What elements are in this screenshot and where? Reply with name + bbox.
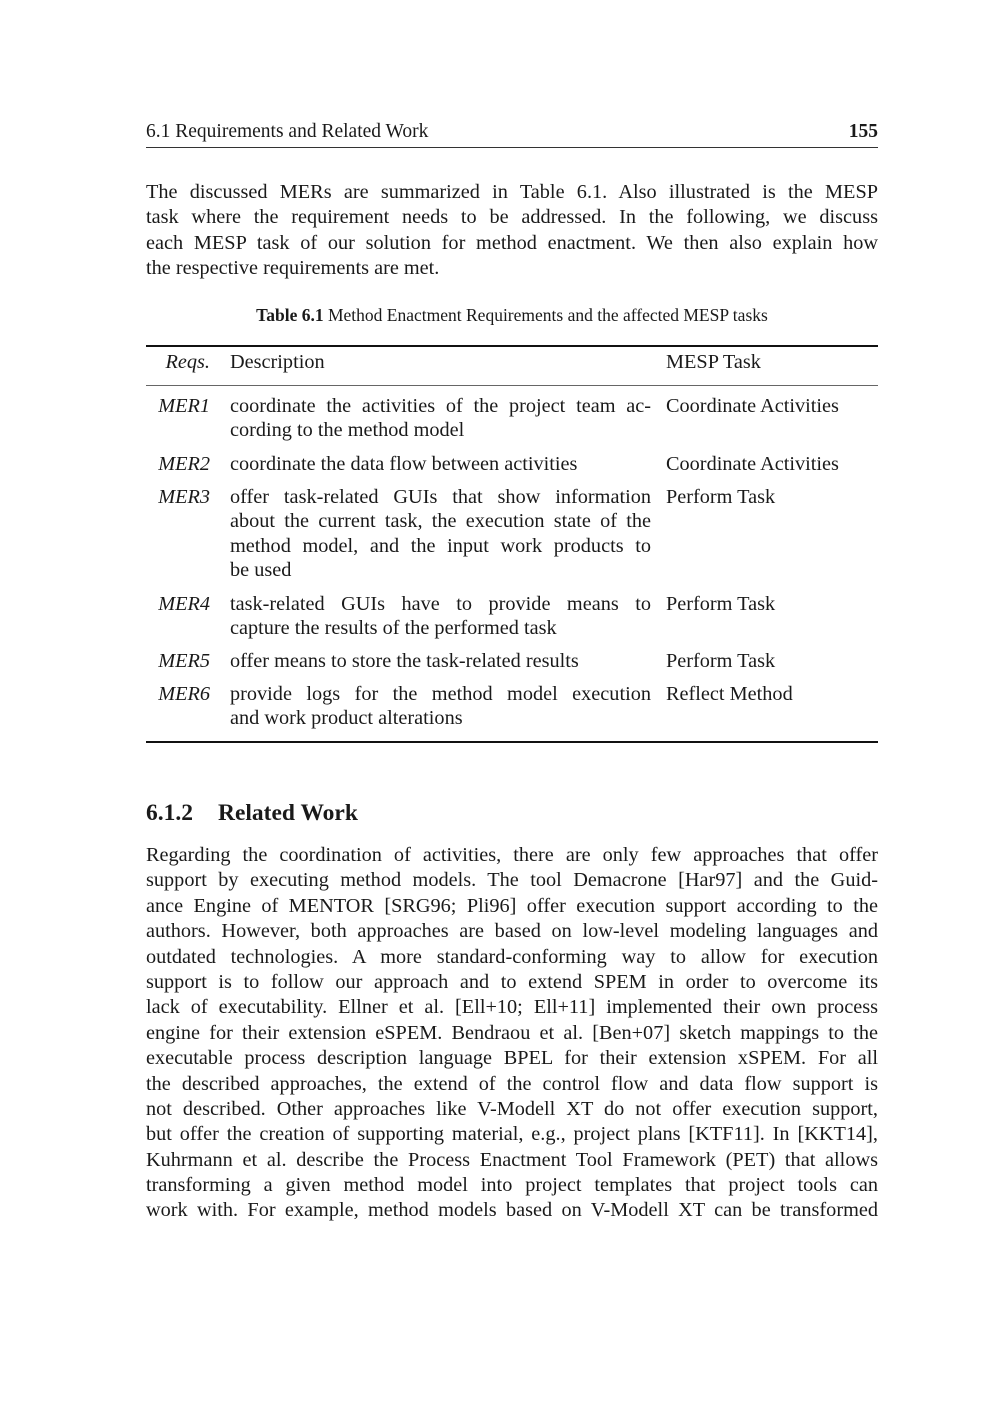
body-paragraph: [146, 843, 878, 1224]
description-line: coordinate the activities of the project team ac-: [230, 395, 651, 417]
row-description: [230, 592, 651, 641]
intro-line: the respective requirements are met.: [146, 257, 440, 280]
row-task: Perform Task: [666, 650, 776, 672]
row-description: [230, 452, 651, 476]
table-header-rule: [146, 385, 878, 386]
body-line: lack of executability. Ellner et al. [Ell+10; Ell+11] implemented their own process: [146, 996, 878, 1019]
row-req: MER5: [158, 650, 210, 672]
row-req: MER1: [158, 395, 210, 417]
running-head: [146, 121, 878, 148]
description-line: cording to the method model: [230, 419, 465, 442]
row-description: [230, 394, 651, 443]
description-line: offer means to store the task-related results: [230, 650, 579, 672]
intro-paragraph: [146, 180, 878, 282]
row-task: Coordinate Activities: [666, 453, 839, 475]
body-line: ance Engine of MENTOR [SRG96; Pli96] offer execution support according to the: [146, 894, 878, 917]
intro-line: task where the requirement needs to be addressed. In the following, we discuss: [146, 206, 878, 229]
row-description: [230, 485, 651, 583]
description-line: method model, and the input work products to: [230, 534, 651, 557]
body-line: not described. Other approaches like V-Modell XT do not offer execution support,: [146, 1097, 878, 1120]
body-line: outdated technologies. A more standard-conforming way to allow for execution: [146, 945, 878, 968]
body-line: work with. For example, method models based on V-Modell XT can be transformed: [146, 1199, 878, 1222]
row-task: Perform Task: [666, 486, 776, 508]
description-line: be used: [230, 559, 292, 582]
table-caption: [146, 305, 878, 326]
body-line: the described approaches, the extend of the control flow and data flow support is: [146, 1072, 878, 1095]
row-req: MER3: [158, 486, 210, 508]
table-caption-label: Table 6.1: [256, 305, 324, 325]
header-description: Description: [230, 351, 325, 373]
running-head-section: 6.1 Requirements and Related Work: [146, 121, 429, 142]
description-line: capture the results of the performed task: [230, 617, 557, 640]
description-line: provide logs for the method model execution: [230, 683, 651, 705]
row-req: MER4: [158, 593, 210, 615]
section-heading: [146, 800, 358, 827]
body-line: Kuhrmann et al. describe the Process Enactment Tool Framework (PET) that allows: [146, 1148, 878, 1171]
description-line: and work product alterations: [230, 707, 463, 730]
table-bottom-rule: [146, 741, 878, 743]
header-reqs: Reqs.: [165, 351, 210, 373]
description-line: about the current task, the execution state of the: [230, 510, 651, 533]
body-line: executable process description language BPEL for their extension xSPEM. For all: [146, 1047, 878, 1070]
row-description: [230, 682, 651, 731]
row-task: Perform Task: [666, 593, 776, 615]
row-req: MER6: [158, 683, 210, 705]
section-number: 6.1.2: [146, 800, 193, 826]
body-line: support is to follow our approach and to extend SPEM in order to overcome its: [146, 970, 878, 993]
header-mesp-task: MESP Task: [666, 351, 761, 373]
table-top-rule: [146, 345, 878, 347]
body-line: transforming a given method model into project templates that project tools can: [146, 1174, 878, 1197]
body-line: Regarding the coordination of activities, there are only few approaches that offer: [146, 844, 878, 866]
description-line: offer task-related GUIs that show information: [230, 486, 651, 508]
description-line: coordinate the data flow between activities: [230, 453, 578, 475]
section-title: Related Work: [218, 800, 358, 826]
intro-line: The discussed MERs are summarized in Table 6.1. Also illustrated is the MESP: [146, 181, 878, 203]
body-line: support by executing method models. The tool Demacrone [Har97] and the Guid-: [146, 869, 878, 892]
row-task: Coordinate Activities: [666, 395, 839, 417]
row-description: [230, 649, 651, 673]
page-number: 155: [848, 121, 878, 142]
row-req: MER2: [158, 453, 210, 475]
table-caption-text: Method Enactment Requirements and the affected MESP tasks: [327, 305, 768, 325]
description-line: task-related GUIs have to provide means to: [230, 593, 651, 615]
row-task: Reflect Method: [666, 683, 793, 705]
intro-line: each MESP task of our solution for method enactment. We then also explain how: [146, 231, 878, 254]
body-line: engine for their extension eSPEM. Bendraou et al. [Ben+07] sketch mappings to the: [146, 1021, 878, 1044]
body-line: but offer the creation of supporting material, e.g., project plans [KTF11]. In [KKT14],: [146, 1123, 878, 1146]
body-line: authors. However, both approaches are based on low-level modeling languages and: [146, 920, 878, 943]
